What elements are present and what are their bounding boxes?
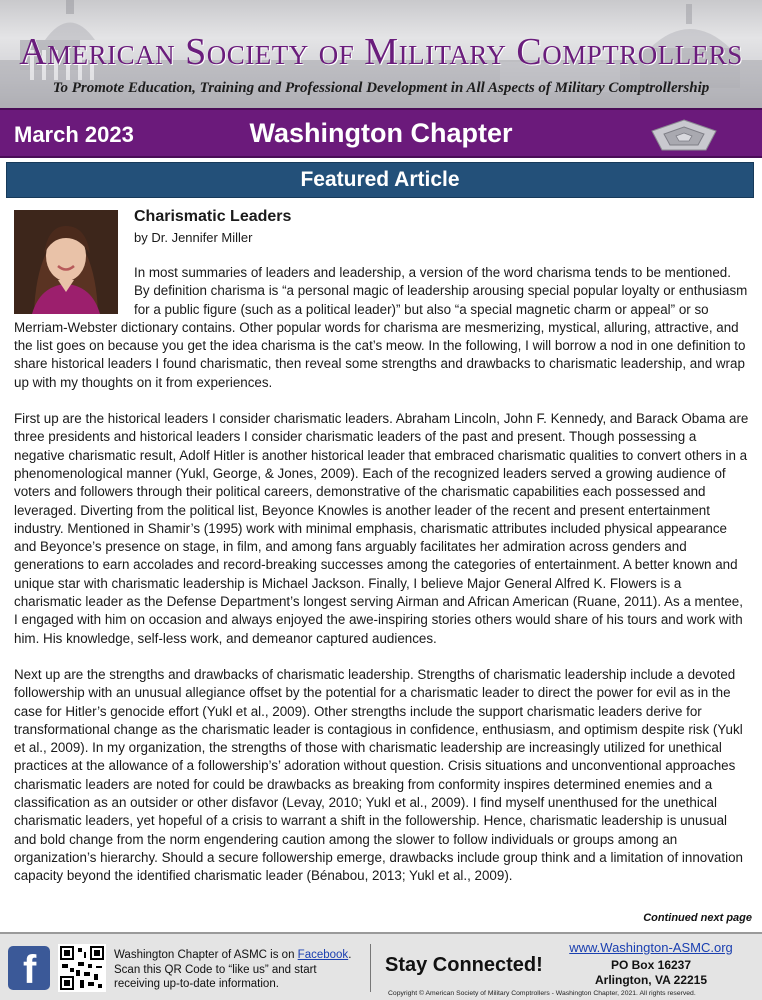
article [14, 208, 750, 886]
mailing-city: Arlington, VA 22215 [594, 973, 708, 987]
article-paragraph: In most summaries of leaders and leadership, a version of the word charisma tends to be mentioned. By definition charisma is “a personal magic of leadership arousing special popular loyalty or enthusiasm for a public figure (such as a political leader)” but also “a special magnetic charm or appeal” or so Merriam-Webster dictionary contains. Other popular words for charisma are mesmerizing, mystical, alluring, attractive, and the list goes on because you get the idea charisma is the cat’s meow. In the following, I will borrow a nod in one definition to share historical leaders I found charismatic, then reveal some strengths and drawbacks to charismatic leadership, and wrap up with my thoughts on it from experiences. [14, 265, 748, 390]
article-title: Charismatic Leaders [134, 208, 292, 225]
masthead-title: American Society of Military Comptrollers [19, 31, 743, 73]
pentagon-icon [648, 117, 720, 153]
footer-divider [370, 944, 371, 992]
masthead-tagline: To Promote Education, Training and Professional Development in All Aspects of Military Comptrollership [52, 80, 710, 96]
facebook-link[interactable]: Facebook [297, 949, 349, 961]
article-byline: by Dr. Jennifer Miller [134, 230, 253, 245]
chapter-name: Washington Chapter [249, 118, 513, 148]
stay-connected-heading: Stay Connected! [385, 954, 543, 976]
chapter-bar [0, 108, 762, 158]
copyright-notice: Copyright © American Society of Military Comptrollers - Washington Chapter, 2021. All rights reserved. [388, 990, 696, 997]
section-label: Featured Article [300, 168, 460, 191]
footer-social-text [114, 948, 364, 992]
article-paragraph: Next up are the strengths and drawbacks of charismatic leadership. Strengths of charismatic leadership include a devoted followership with an unusual allegiance offset by the potential for a charismatic leader to direct the power for evil as in the case for Hitler’s genocide effort (Yukl et al., 2009). Other strengths include the support charismatic leaders derive for transformational change as the charismatic leader is contagious in confidence, enthusiasm, and optimism despite risk (Yukl et al., 2009). In my organization, the strengths of those with charismatic leadership are increasingly utilized for unethical practices at the allowance of a followership’s’ adoration without question. Crisis situations and unconventional approaches charismatic leaders are noted for could be drawbacks as breaking from conformity inspires determined enemies and a classification as an outsider or other disfavor (Levay, 2010; Yukl et al., 2009). I find myself unenthused for the unethical charismatic leaders, yet hopeful of a crisis to warrant a shift in the followership. Hence, charismatic leadership is unusual and bold change from the norm engendering caution among the slower to follow individuals or groups among an organization’s hierarchy. Should a secure followership emerge, drawbacks include group think and a limitation of innovation capacity beyond the identified charismatic leader (Bénabou, 2013; Yukl et al., 2009). [14, 666, 743, 884]
article-paragraph: First up are the historical leaders I consider charismatic leaders. Abraham Lincoln, John F. Kennedy, and Barack Obama are three presidents and historical leaders I consider charismatic leaders of the past and present. Though possessing a negative charismatic result, Adolf Hitler is another historical leader that embraced charismatic qualities to convert others in a phenomenological manner (Yukl, George, & Jones, 2009). Each of the recognized leaders served a growing audience of voters and followers through their political careers, demonstrative of the charismatic capabilities each possessed and leveraged. Diverting from the political list, Beyonce Knowles is another leader of the recent and present entertainment industry. Mentioned in Shamir’s (1995) work with minimal emphasis, charismatic attributes included physical appearance and Beyonce’s presence on stage, in film, and among fans arguably facilitates her admiration across genders and generations to earn accolades and record-breaking successes among the categories of entertainment. A better known and unique star with charismatic leadership is Michael Jackson. Finally, I believe Major General Alfred K. Flowers is a charismatic leader as the Defense Department’s longest serving Airman and African American (Ruane, 2011). As a mentee, I engaged with him on occasion and always enjoyed the awe-inspiring stories others would share of his tours and work with him. His knowledge, self-less work, and demeanor captured audiences. [14, 411, 749, 646]
section-header [6, 162, 754, 198]
facebook-icon[interactable]: f [8, 946, 50, 990]
masthead-banner [0, 0, 762, 108]
qr-code [58, 944, 106, 992]
issue-date: March 2023 [14, 122, 134, 147]
continued-note: Continued next page [643, 912, 752, 924]
website-link[interactable]: www.Washington-ASMC.org [569, 940, 733, 955]
footer-text-tail: . Scan this QR Code to “like us” and start receiving up-to-date information. [114, 949, 352, 990]
footer [0, 932, 762, 1000]
footer-text-lead: Washington Chapter of ASMC is on [114, 949, 298, 961]
author-photo [14, 210, 118, 314]
po-box: PO Box 16237 [610, 958, 692, 972]
